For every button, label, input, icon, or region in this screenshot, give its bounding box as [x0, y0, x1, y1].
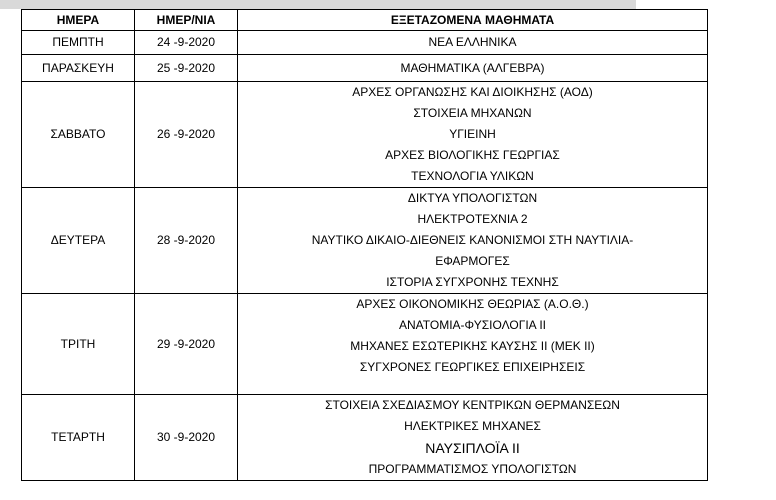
subject: ΑΡΧΕΣ ΟΡΓΑΝΩΣΗΣ ΚΑΙ ΔΙΟΙΚΗΣΗΣ (ΑΟΔ): [352, 85, 593, 99]
table-row: [22, 55, 708, 82]
header-subjects: ΕΞΕΤΑΖΟΜΕΝΑ ΜΑΘΗΜΑΤΑ: [238, 10, 708, 31]
subject: ΜΑΘΗΜΑΤΙΚΑ (ΑΛΓΕΒΡΑ): [400, 60, 545, 75]
table-row: [22, 294, 708, 395]
subject: ΠΡΟΓΡΑΜΜΑΤΙΣΜΟΣ ΥΠΟΛΟΓΙΣΤΩΝ: [368, 462, 577, 476]
subject: ΑΡΧΕΣ ΟΙΚΟΝΟΜΙΚΗΣ ΘΕΩΡΙΑΣ (Α.Ο.Θ.): [356, 297, 589, 311]
day-cell: ΣΑΒΒΑΤΟ: [22, 82, 135, 188]
subject: ΗΛΕΚΤΡΟΤΕΧΝΙΑ 2: [417, 212, 528, 226]
header-date: ΗΜΕΡ/ΝΙΑ: [135, 10, 238, 31]
subject: ΝΕΑ ΕΛΛΗΝΙΚΑ: [428, 35, 517, 49]
day-cell: ΔΕΥΤΕΡΑ: [22, 188, 135, 294]
subjects-cell: [238, 395, 708, 481]
subject: ΗΛΕΚΤΡΙΚΕΣ ΜΗΧΑΝΕΣ: [404, 419, 541, 433]
day-cell: ΤΕΤΑΡΤΗ: [22, 395, 135, 481]
subject: ΜΗΧΑΝΕΣ ΕΣΩΤΕΡΙΚΗΣ ΚΑΥΣΗΣ ΙΙ (ΜΕΚ ΙΙ): [350, 339, 595, 353]
table-row: [22, 31, 708, 55]
day-cell: ΠΕΜΠΤΗ: [22, 31, 135, 55]
subject: ΤΕΧΝΟΛΟΓΙΑ ΥΛΙΚΩΝ: [411, 169, 534, 183]
subject: ΣΥΓΧΡΟΝΕΣ ΓΕΩΡΓΙΚΕΣ ΕΠΙΧΕΙΡΗΣΕΙΣ: [359, 360, 586, 374]
subject: ΝΑΥΣΙΠΛΟΪΑ ΙΙ: [425, 440, 520, 456]
subject: ΔΙΚΤΥΑ ΥΠΟΛΟΓΙΣΤΩΝ: [407, 191, 538, 205]
date-cell: 29 -9-2020: [135, 294, 238, 395]
subject: ΕΦΑΡΜΟΓΕΣ: [435, 254, 510, 268]
table-row: [22, 188, 708, 294]
table-row: [22, 82, 708, 188]
subject: ΙΣΤΟΡΙΑ ΣΥΓΧΡΟΝΗΣ ΤΕΧΝΗΣ: [386, 275, 559, 289]
header-row: [22, 10, 708, 31]
top-gray-bar: [0, 0, 636, 9]
subject: ΝΑΥΤΙΚΟ ΔΙΚΑΙΟ-ΔΙΕΘΝΕΙΣ ΚΑΝΟΝΙΣΜΟΙ ΣΤΗ ΝΑΥΤΙΛΙΑ-: [311, 233, 634, 247]
day-cell: ΤΡΙΤΗ: [22, 294, 135, 395]
subject: ΥΓΙΕΙΝΗ: [449, 127, 496, 141]
subject: ΑΝΑΤΟΜΙΑ-ΦΥΣΙΟΛΟΓΙΑ ΙΙ: [398, 318, 546, 332]
date-cell: 28 -9-2020: [135, 188, 238, 294]
subjects-cell: [238, 82, 708, 188]
date-cell: 30 -9-2020: [135, 395, 238, 481]
table-row: [22, 395, 708, 481]
subjects-cell: [238, 55, 708, 82]
subject: ΑΡΧΕΣ ΒΙΟΛΟΓΙΚΗΣ ΓΕΩΡΓΙΑΣ: [385, 148, 560, 162]
subject: ΣΤΟΙΧΕΙΑ ΜΗΧΑΝΩΝ: [413, 106, 532, 120]
date-cell: 25 -9-2020: [135, 55, 238, 82]
subject: ΣΤΟΙΧΕΙΑ ΣΧΕΔΙΑΣΜΟΥ ΚΕΝΤΡΙΚΩΝ ΘΕΡΜΑΝΣΕΩΝ: [325, 398, 620, 412]
subjects-cell: [238, 31, 708, 55]
date-cell: 24 -9-2020: [135, 31, 238, 55]
header-day: ΗΜΕΡΑ: [22, 10, 135, 31]
exam-schedule-table: [21, 9, 708, 481]
date-cell: 26 -9-2020: [135, 82, 238, 188]
day-cell: ΠΑΡΑΣΚΕΥΗ: [22, 55, 135, 82]
subjects-cell: [238, 188, 708, 294]
subjects-cell: [238, 294, 708, 395]
